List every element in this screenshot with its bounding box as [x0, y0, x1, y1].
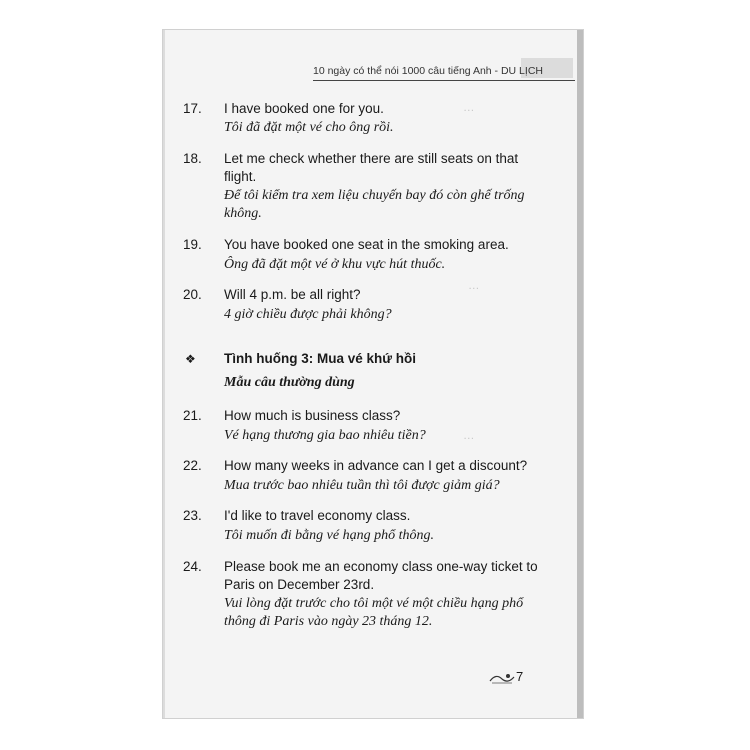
item-number: 22. — [183, 458, 202, 473]
page-left-edge — [163, 30, 165, 718]
item-vietnamese: Tôi muốn đi bằng vé hạng phổ thông. — [224, 528, 434, 543]
section-subtitle: Mẫu câu thường dùng — [224, 375, 355, 390]
item-english: Will 4 p.m. be all right? — [224, 287, 361, 302]
item-english: You have booked one seat in the smoking area. — [224, 237, 509, 252]
item-english: How many weeks in advance can I get a discount? — [224, 458, 528, 473]
bleed-through-text: … — [468, 280, 480, 292]
item-english: Please book me an economy class one-way ticket to Paris on December 23rd. — [224, 559, 538, 592]
item-vietnamese: Để tôi kiểm tra xem liệu chuyến bay đó còn ghế trống không. — [224, 188, 525, 221]
bleed-through-text: … — [463, 102, 475, 114]
section-title: Tình huống 3: Mua vé khứ hồi — [224, 351, 417, 366]
item-vietnamese: Ông đã đặt một vé ở khu vực hút thuốc. — [224, 257, 446, 272]
item-vietnamese: Vé hạng thương gia bao nhiêu tiền? — [224, 428, 426, 443]
item-vietnamese: Mua trước bao nhiêu tuần thì tôi được giảm giá? — [224, 478, 500, 493]
diamond-bullet-icon: ❖ — [185, 352, 196, 366]
item-number: 19. — [183, 237, 202, 252]
running-header: 10 ngày có thể nói 1000 câu tiếng Anh - DU LỊCH — [313, 65, 543, 77]
item-number: 20. — [183, 287, 202, 302]
item-vietnamese: Vui lòng đặt trước cho tôi một vé một chiều hạng phổ thông đi Paris vào ngày 23 tháng 12. — [224, 596, 524, 629]
page-number: 7 — [516, 669, 524, 684]
item-english: Let me check whether there are still seats on that flight. — [224, 151, 519, 184]
header-rule — [313, 80, 575, 81]
item-number: 18. — [183, 151, 202, 166]
item-english: How much is business class? — [224, 408, 401, 423]
item-number: 24. — [183, 559, 202, 574]
item-vietnamese: 4 giờ chiều được phải không? — [224, 307, 392, 322]
item-number: 23. — [183, 508, 202, 523]
page-right-edge — [577, 30, 583, 718]
book-page — [163, 30, 583, 718]
item-number: 17. — [183, 101, 202, 116]
item-vietnamese: Tôi đã đặt một vé cho ông rồi. — [224, 120, 394, 135]
item-english: I'd like to travel economy class. — [224, 508, 411, 523]
item-english: I have booked one for you. — [224, 101, 384, 116]
bleed-through-text: … — [463, 430, 475, 442]
item-number: 21. — [183, 408, 202, 423]
